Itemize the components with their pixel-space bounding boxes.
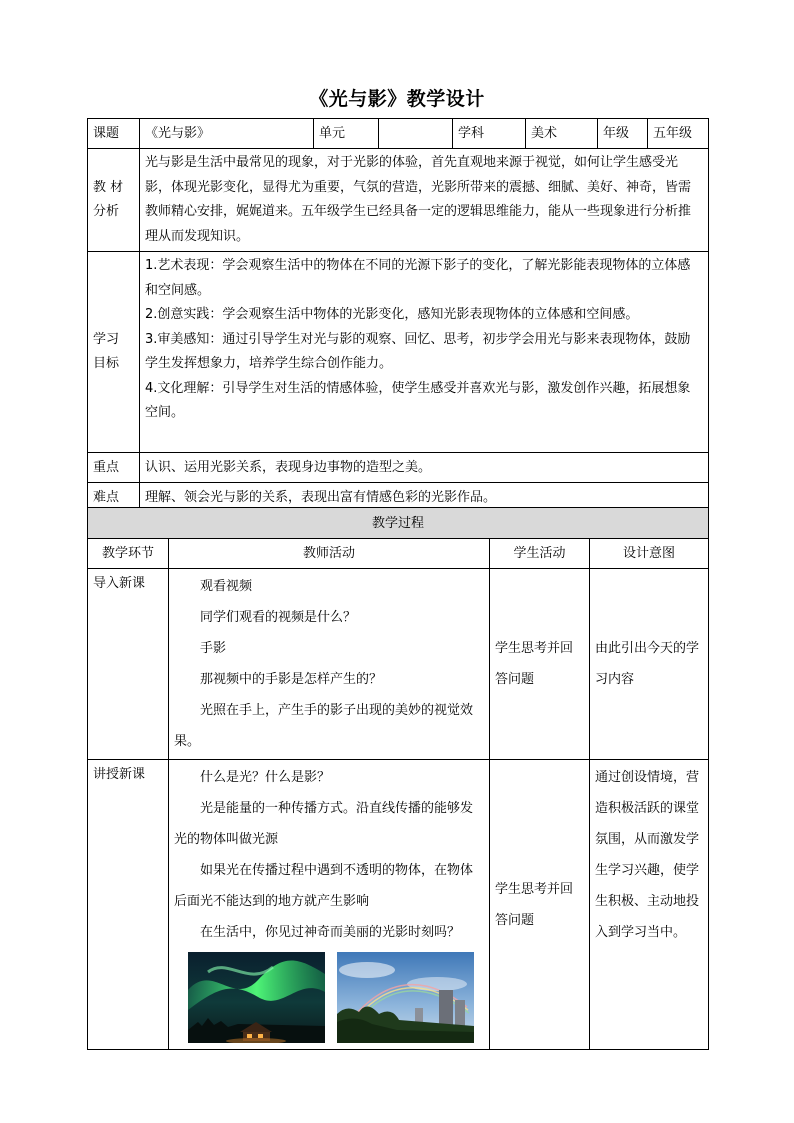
lesson-info-table xyxy=(87,118,709,513)
key-point-text: 认识、运用光影关系，表现身边事物的造型之美。 xyxy=(140,453,709,483)
teacher-line: 什么是光？什么是影？ xyxy=(200,770,331,785)
teacher-line: 如果光在传播过程中遇到不透明的物体，在物体后面光不能达到的地方就产生影响 xyxy=(174,863,474,909)
process-header: 教学过程 xyxy=(88,508,709,539)
goals-list xyxy=(140,252,709,453)
difficulty-label: 难点 xyxy=(88,483,140,513)
goal-item-1: 1.艺术表现：学会观察生活中的物体在不同的光源下影子的变化，了解光影能表现物体的立体感和空间感。 xyxy=(145,258,691,298)
unit-label: 单元 xyxy=(314,119,379,149)
teacher-activity-cell xyxy=(169,569,490,760)
aurora-photo xyxy=(188,952,325,1043)
stage-cell: 导入新课 xyxy=(88,569,169,760)
column-header-stage: 教学环节 xyxy=(88,539,169,569)
analysis-label-line2: 分析 xyxy=(93,204,120,219)
teaching-process-table xyxy=(87,507,709,1050)
column-header-teacher: 教师活动 xyxy=(169,539,490,569)
design-intent-cell: 由此引出今天的学习内容 xyxy=(590,569,709,760)
teacher-line: 手影 xyxy=(200,641,227,656)
grade-label: 年级 xyxy=(598,119,648,149)
teacher-line: 同学们观看的视频是什么？ xyxy=(200,610,357,625)
analysis-text xyxy=(140,149,709,252)
analysis-paragraph: 光与影是生活中最常见的现象，对于光影的体验，首先直观地来源于视觉，如何让学生感受光影，体现光影变化，显得尤为重要，气氛的营造，光影所带来的震撼、细腻、美好、神奇，皆需教师精心安排，娓娓道来。五年级学生已经具备一定的逻辑思维能力，能从一些现象进行分析推理从而发现知识。 xyxy=(145,155,692,244)
teacher-line: 光是能量的一种传播方式。沿直线传播的能够发光的物体叫做光源 xyxy=(174,801,474,847)
unit-value xyxy=(379,119,453,149)
teacher-line: 观看视频 xyxy=(200,579,253,594)
photo-row xyxy=(174,948,484,1043)
goal-item-4: 4.文化理解：引导学生对生活的情感体验，使学生感受并喜欢光与影，激发创作兴趣，拓展想象空间。 xyxy=(145,380,691,420)
student-activity-cell: 学生思考并回答问题 xyxy=(490,569,590,760)
goals-label-line2: 目标 xyxy=(93,356,120,371)
subject-value: 美术 xyxy=(526,119,598,149)
column-header-student: 学生活动 xyxy=(490,539,590,569)
goal-item-2: 2.创意实践：学会观察生活中物体的光影变化，感知光影表现物体的立体感和空间感。 xyxy=(145,307,639,322)
key-point-label: 重点 xyxy=(88,453,140,483)
subject-label: 学科 xyxy=(453,119,526,149)
grade-value: 五年级 xyxy=(648,119,709,149)
table-row xyxy=(88,569,709,760)
teacher-line: 那视频中的手影是怎样产生的？ xyxy=(200,672,383,687)
design-intent-cell: 通过创设情境，营造积极活跃的课堂氛围，从而激发学生学习兴趣，使学生积极、主动地投入到学习当中。 xyxy=(590,760,709,1050)
topic-label: 课题 xyxy=(88,119,140,149)
analysis-label xyxy=(88,149,140,252)
student-activity-cell: 学生思考并回答问题 xyxy=(490,760,590,1050)
teacher-line: 在生活中，你见过神奇而美丽的光影时刻吗？ xyxy=(200,925,461,940)
difficulty-text: 理解、领会光与影的关系，表现出富有情感色彩的光影作品。 xyxy=(140,483,709,513)
topic-value: 《光与影》 xyxy=(140,119,314,149)
goals-label xyxy=(88,252,140,453)
rainbow-photo xyxy=(337,952,474,1043)
document-title: 《光与影》教学设计 xyxy=(309,88,485,110)
goals-label-line1: 学习 xyxy=(93,332,120,347)
column-header-intent: 设计意图 xyxy=(590,539,709,569)
teacher-activity-cell xyxy=(169,760,490,1050)
stage-cell: 讲授新课 xyxy=(88,760,169,1050)
analysis-label-line1: 教 材 xyxy=(93,180,124,195)
goal-item-3: 3.审美感知：通过引导学生对光与影的观察、回忆、思考，初步学会用光与影来表现物体，鼓励学生发挥想象力，培养学生综合创作能力。 xyxy=(145,331,691,371)
teacher-line: 光照在手上，产生手的影子出现的美妙的视觉效果。 xyxy=(174,703,474,749)
table-row xyxy=(88,760,709,1050)
